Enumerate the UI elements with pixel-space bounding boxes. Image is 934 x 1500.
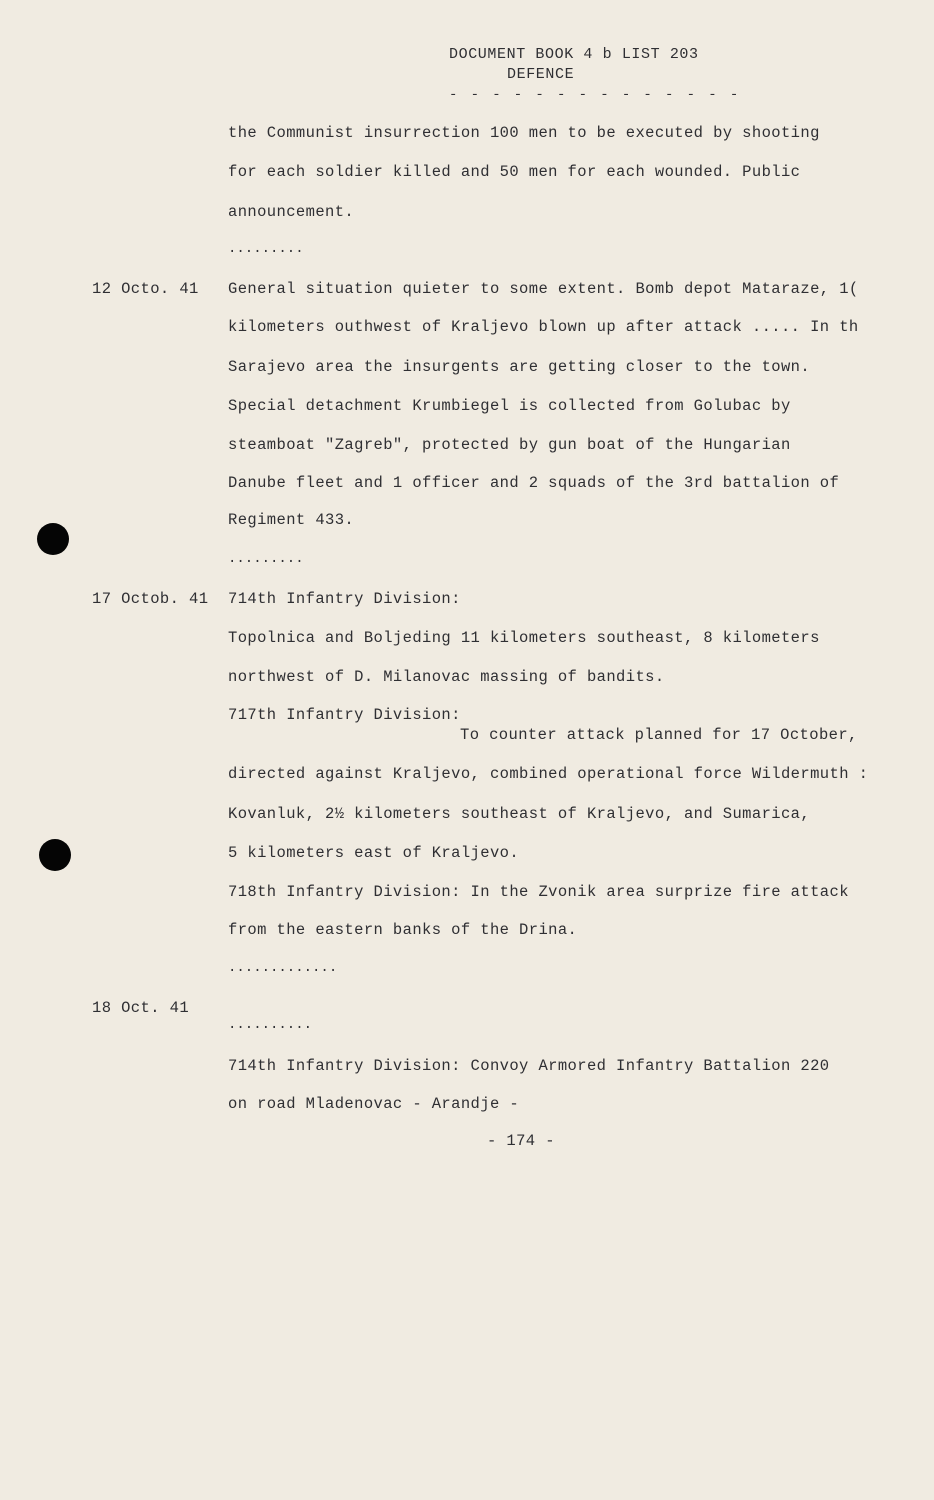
page-number: - 174 - <box>487 1132 555 1150</box>
oct17-dots: ............. <box>228 960 338 976</box>
oct12-dots: ......... <box>228 551 304 567</box>
oct12-line-5: steamboat "Zagreb", protected by gun boat of the Hungarian <box>228 436 791 454</box>
header-separator: - - - - - - - - - - - - - - <box>449 87 741 103</box>
oct17-line-7: Kovanluk, 2½ kilometers southeast of Kraljevo, and Sumarica, <box>228 805 811 823</box>
oct17-line-6: directed against Kraljevo, combined operational force Wildermuth : <box>228 765 869 783</box>
intro-line-3: announcement. <box>228 203 355 221</box>
oct12-line-2: kilometers outhwest of Kraljevo blown up after attack ..... In th <box>228 318 859 336</box>
oct12-line-1: General situation quieter to some extent. Bomb depot Mataraze, 1( <box>228 280 859 298</box>
oct18-line-1: 714th Infantry Division: Convoy Armored Infantry Battalion 220 <box>228 1057 830 1075</box>
oct17-line-8: 5 kilometers east of Kraljevo. <box>228 844 520 862</box>
punch-hole-upper <box>37 523 69 555</box>
oct17-line-1: 714th Infantry Division: <box>228 590 461 608</box>
oct17-line-10: from the eastern banks of the Drina. <box>228 921 578 939</box>
date-12-oct: 12 Octo. 41 <box>92 280 199 298</box>
defence-heading: DEFENCE <box>507 66 575 83</box>
oct17-line-4: 717th Infantry Division: <box>228 706 461 724</box>
oct17-line-3: northwest of D. Milanovac massing of bandits. <box>228 668 665 686</box>
oct12-line-4: Special detachment Krumbiegel is collected from Golubac by <box>228 397 791 415</box>
intro-line-1: the Communist insurrection 100 men to be executed by shooting <box>228 124 820 142</box>
date-17-oct: 17 Octob. 41 <box>92 590 209 608</box>
oct17-line-2: Topolnica and Boljeding 11 kilometers southeast, 8 kilometers <box>228 629 820 647</box>
date-18-oct: 18 Oct. 41 <box>92 999 190 1017</box>
document-book-heading: DOCUMENT BOOK 4 b LIST 203 <box>449 46 699 63</box>
oct18-dots: .......... <box>228 1017 313 1033</box>
oct17-line-9: 718th Infantry Division: In the Zvonik area surprize fire attack <box>228 883 849 901</box>
oct18-line-2: on road Mladenovac - Arandje - <box>228 1095 520 1113</box>
intro-line-2: for each soldier killed and 50 men for each wounded. Public <box>228 163 801 181</box>
oct17-line-5: To counter attack planned for 17 October, <box>460 726 858 744</box>
intro-dots: ......... <box>228 241 304 257</box>
oct12-line-3: Sarajevo area the insurgents are getting closer to the town. <box>228 358 811 376</box>
punch-hole-lower <box>39 839 71 871</box>
oct12-line-6: Danube fleet and 1 officer and 2 squads of the 3rd battalion of <box>228 474 840 492</box>
oct12-line-7: Regiment 433. <box>228 511 355 529</box>
